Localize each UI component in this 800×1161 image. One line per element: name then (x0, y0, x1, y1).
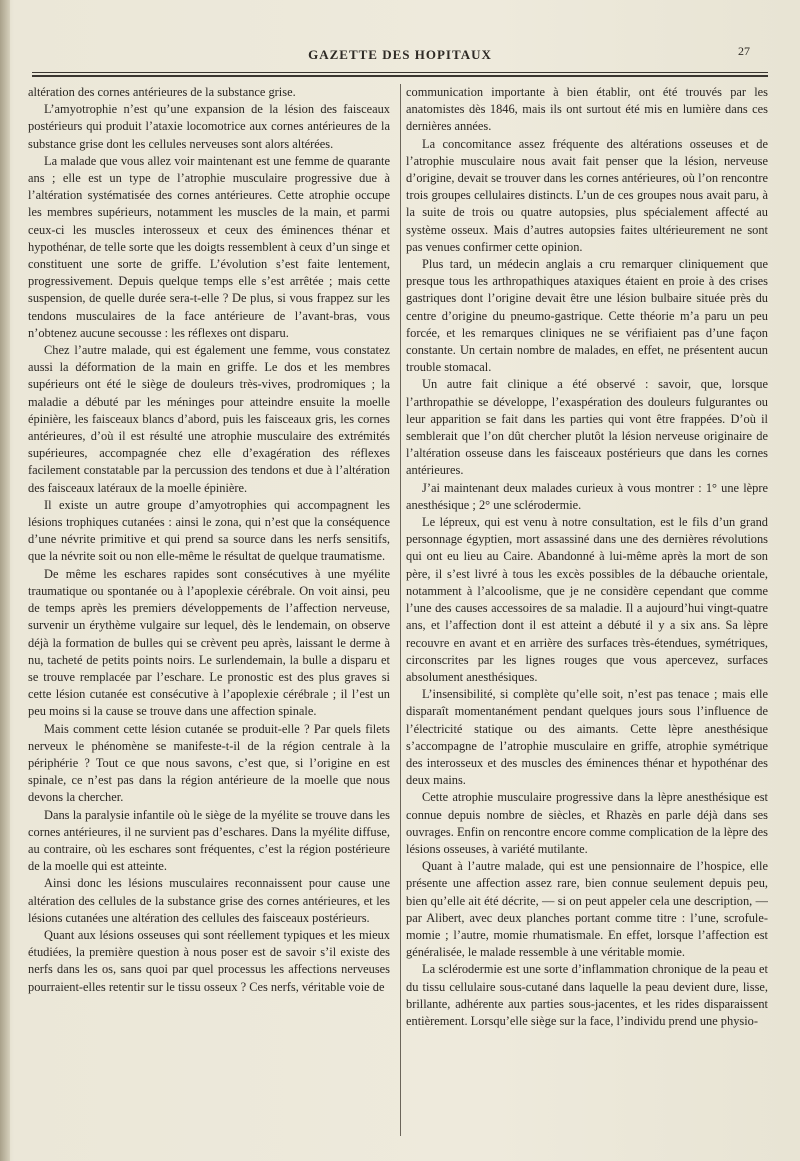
paragraph: La concomitance assez fréquente des altérations osseuses et de l’atrophie musculaire nous avait fait penser que la lésion, nerveuse d’origine, devait se trouver dans les cornes antérieures, où l’on rencontre trois groupes cellulaires distincts. L’un de ces groupes nous avait paru, à la suite de trois ou quatre autopsies, plus spécialement affecté au système osseux. Mais d’autres autopsies faites ultérieurement ne sont pas venues confirmer cette opinion. (406, 136, 768, 254)
left-column (28, 84, 390, 1144)
paragraph: La sclérodermie est une sorte d’inflammation chronique de la peau et du tissu cellulaire sous-cutané dans laquelle la peau devient dure, lisse, brillante, adhérente aux parties sous-jacentes, et les rides disparaissent entièrement. Lorsqu’elle siège sur la face, l’individu prend une physio- (406, 962, 768, 1028)
binding-edge (0, 0, 10, 1161)
page-header (30, 44, 770, 66)
paragraph: altération des cornes antérieures de la substance grise. (28, 85, 296, 99)
paragraph: Plus tard, un médecin anglais a cru remarquer cliniquement que presque tous les arthropathiques ataxiques étaient en proie à des crises gastriques dont l’origine devait être une lésion bulbaire située près du centre d’origine du pneumo-gastrique. Cette théorie m’a paru un peu forcée, et les remarques cliniques ne se vérifiaient pas d’une façon constante. Un certain nombre de malades, en effet, ne présentent aucun trouble stomacal. (406, 257, 768, 375)
paragraph: Un autre fait clinique a été observé : savoir, que, lorsque l’arthropathie se développe, l’exaspération des douleurs fulgurantes ou leur apparition se fait dans les parties qui vont être frappées. D’où il semblerait que l’on dût chercher plutôt la lésion nerveuse originaire de l’altération osseuse dans les faisceaux postérieurs que dans les cornes antérieures. (406, 377, 768, 478)
paragraph: De même les eschares rapides sont consécutives à une myélite traumatique ou spontanée ou à l’apoplexie cérébrale. On voit ainsi, peu de temps après les premiers développements de l’affection nerveuse, survenir un érythème vulgaire sur lequel, dès le lendemain, on observe déjà la formation de bulles qui se crèvent peu après, laissant le derme à nu, tacheté de petits points noirs. Le surlendemain, la bulle a disparu et se trouve remplacée par l’eschare. Le pronostic est des plus graves si cette lésion cutanée est consécutive à l’apoplexie cérébrale ; il l’est un peu moins si la cause se trouve dans une affection spinale. (28, 566, 390, 719)
paragraph: communication importante à bien établir, ont été trouvés par les anatomistes dès 1846, mais ils ont surtout été mis en lumière dans ces dernières années. (406, 85, 768, 134)
column-divider (400, 84, 401, 1136)
header-rule-thick (32, 75, 768, 77)
paragraph: Ainsi donc les lésions musculaires reconnaissent pour cause une altération des cellules de la substance grise des cornes antérieures, et les lésions cutanées une altération des cellules des faisceaux postérieurs. (28, 876, 390, 925)
paragraph: Dans la paralysie infantile où le siège de la myélite se trouve dans les cornes antérieures, il ne survient pas d’eschares. Dans la myélite diffuse, au contraire, où les eschares sont fréquentes, c’est la région postérieure de la moelle qui est atteinte. (28, 807, 390, 874)
paragraph: Quant aux lésions osseuses qui sont réellement typiques et les mieux étudiées, la première question à nous poser est de savoir s’il existe des nerfs dans les os, sans quoi par quel processus les affections nerveuses pourraient-elles retentir sur le tissu osseux ? Ces nerfs, véritable voie de (28, 927, 390, 994)
paragraph: La malade que vous allez voir maintenant est une femme de quarante ans ; elle est un type de l’atrophie musculaire progressive due à l’altération systématisée des cornes antérieures. Cette atrophie occupe les membres supérieurs, notamment les muscles de la main, et parmi ceux-ci les muscles interosseux et ceux des éminences thénar et hypothénar, de telle sorte que les doigts ressemblent à ceux d’un singe et constituent une sorte de griffe. L’évolution s’est faite lentement, progressivement. Depuis quelque temps elle s’est arrêtée ; mais cette suspension, de quelle durée sera-t-elle ? De plus, si vous frappez sur les tendons musculaires de la face antérieure de l’avant-bras, vous n’obtenez aucune secousse : les réflexes ont disparu. (28, 153, 390, 340)
paragraph: J’ai maintenant deux malades curieux à vous montrer : 1° une lèpre anesthésique ; 2° une sclérodermie. (406, 480, 768, 512)
paragraph: Cette atrophie musculaire progressive dans la lèpre anesthésique est connue depuis nombre de siècles, et Rhazès en parle déjà dans ses ouvrages. Enfin on rencontre encore comme complication de la lèpre des lésions osseuses, à variété mutilante. (406, 790, 768, 856)
paragraph: Il existe un autre groupe d’amyotrophies qui accompagnent les lésions trophiques cutanées : ainsi le zona, qui n’est que la conséquence d’une névrite primitive et qui prend sa source dans les nerfs sensitifs, que la névrite soit ou non elle-même le résultat de quelque traumatisme. (28, 497, 390, 564)
paragraph: Quant à l’autre malade, qui est une pensionnaire de l’hospice, elle présente une affection assez rare, bien connue seulement depuis peu, bien qu’elle ait été décrite, — si on peut appeler cela une description, — par Alibert, avec deux planches portant comme titre : l’une, scrofule-momie ; l’autre, momie rhumatismale. En effet, lorsque l’affection est généralisée, le malade ressemble à une véritable momie. (406, 859, 768, 960)
paragraph: L’amyotrophie n’est qu’une expansion de la lésion des faisceaux postérieurs qui produit l’ataxie locomotrice aux cornes antérieures de la substance grise dont les cellules nerveuses sont alors altérées. (28, 102, 390, 151)
paragraph: Chez l’autre malade, qui est également une femme, vous constatez aussi la déformation de la main en griffe. Le dos et les membres supérieurs ont été le siège de douleurs très-vives, prodromiques ; la maladie a débuté par les méninges pour atteindre ensuite la moelle épinière, les faisceaux blancs d’abord, puis les faisceaux gris, les cornes antérieures, d’où il est résulté une atrophie musculaire des extrémités supérieures, accompagnée chez elle d’exagération des réflexes facilement constatable par la percussion des tendons et due à l’altération des faisceaux latéraux de la moelle épinière. (28, 343, 390, 495)
header-rule-thin (32, 72, 768, 73)
right-column (406, 84, 768, 1144)
paragraph: Mais comment cette lésion cutanée se produit-elle ? Par quels filets nerveux le phénomène se manifeste-t-il de la région centrale à la périphérie ? Tout ce que nous savons, c’est que, si l’origine en est spinale, ce n’est pas dans la région antérieure de la moelle que nous devons la chercher. (28, 721, 390, 805)
page-number: 27 (738, 44, 750, 58)
paragraph: L’insensibilité, si complète qu’elle soit, n’est pas tenace ; mais elle disparaît momentanément pendant quelques jours sous l’influence de l’électricité statique ou des aimants. Cette lèpre anesthésique s’accompagne de l’atrophie musculaire en griffe, atrophie symétrique des interosseux et des muscles des éminences thénar et hypothénar des deux mains. (406, 687, 768, 788)
paragraph: Le lépreux, qui est venu à notre consultation, est le fils d’un grand personnage égyptien, mort assassiné dans une des dernières révolutions qui ont eu lieu au Caire. Abandonné à lui-même après la mort de son père, il s’est livré à tous les excès possibles de la débauche orientale, notamment à l’alcoolisme, que je ne considère cependant que comme l’une des causes accessoires de sa maladie. Il a aujourd’hui vingt-quatre ans, et l’affection dont il est atteint a débuté il y a six ans. Sa lèpre recouvre en avant et en arrière des surfaces très-étendues, symétriques, circonscrites par les lignes rouges que vous apercevez, surfaces absolument anesthésiques. (406, 515, 768, 684)
journal-title: GAZETTE DES HOPITAUX (308, 47, 492, 62)
